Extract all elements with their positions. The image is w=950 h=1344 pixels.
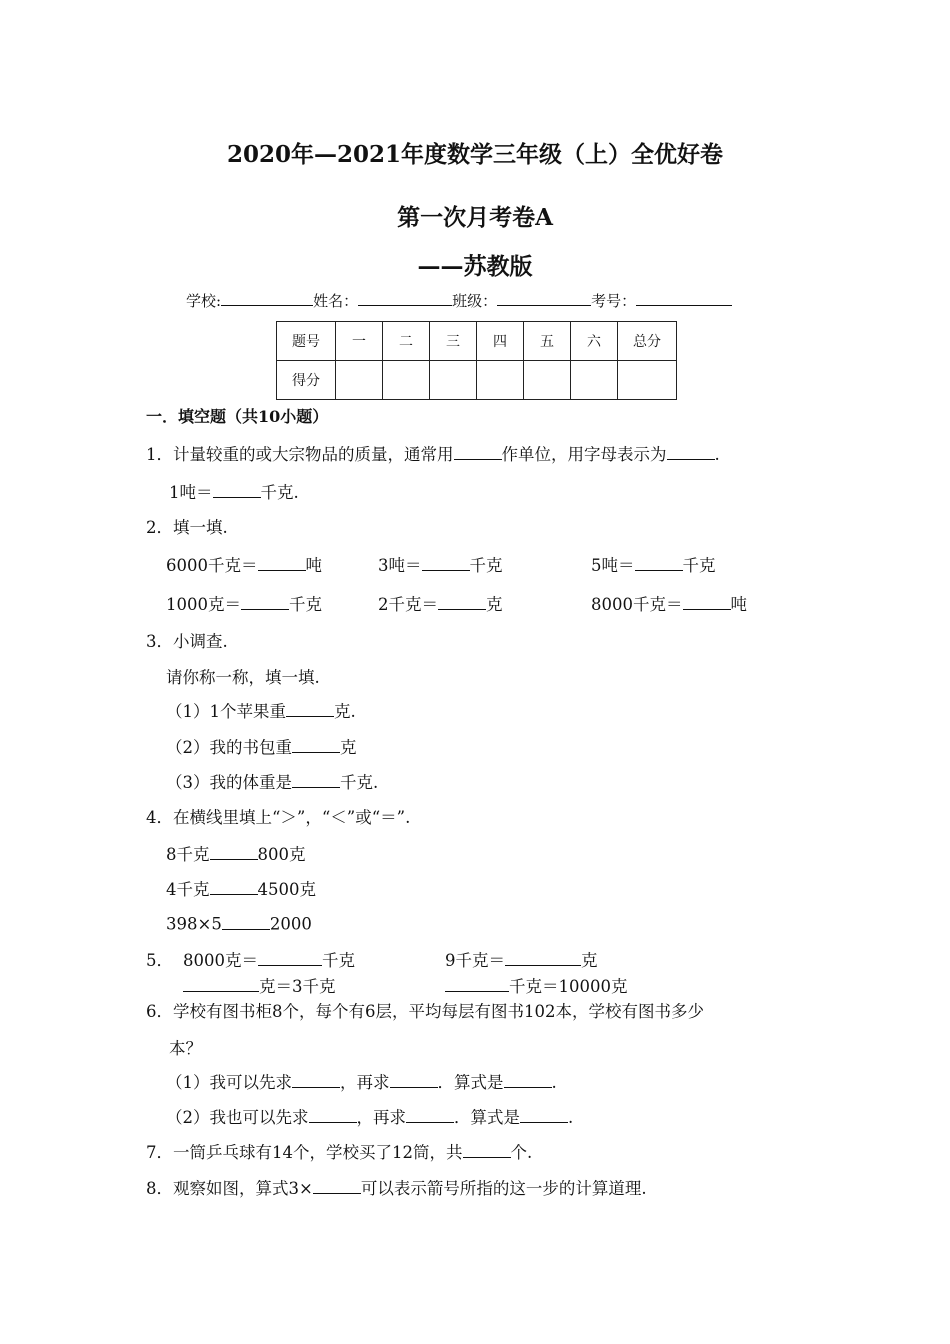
question-8: 8．观察如图，算式3× 可以表示箭号所指的这一步的计算道理. (146, 1175, 647, 1199)
score-cell[interactable] (477, 361, 524, 400)
answer-blank[interactable] (258, 949, 322, 967)
question-4-title: 4．在横线里填上“＞”，“＜”或“＝”. (146, 808, 411, 827)
score-cell[interactable] (336, 361, 383, 400)
answer-blank[interactable] (222, 912, 270, 930)
score-table-header-row (277, 322, 677, 361)
question-1-line-2: 1吨＝ 千克. (169, 479, 299, 503)
answer-blank[interactable] (505, 949, 581, 967)
score-cell[interactable] (571, 361, 618, 400)
answer-blank[interactable] (309, 1106, 357, 1124)
edition-label: ——苏教版 (417, 253, 533, 280)
answer-blank[interactable] (292, 736, 340, 754)
header-cell: 总分 (618, 322, 677, 361)
question-3-item: （1）1个苹果重 克. (166, 698, 356, 722)
page-title: 2020年—2021年度数学三年级（上）全优好卷 (226, 141, 724, 168)
question-2-item: 8000千克＝ 吨 (591, 591, 747, 615)
answer-blank[interactable] (390, 1071, 438, 1089)
answer-blank[interactable] (241, 593, 289, 611)
answer-blank[interactable] (258, 554, 306, 572)
answer-blank[interactable] (454, 443, 502, 461)
header-cell: 五 (524, 322, 571, 361)
question-2-item: 2千克＝ 克 (378, 591, 503, 615)
question-5-number: 5． (146, 951, 173, 970)
score-table (276, 321, 677, 400)
question-5-item: 克＝3千克 (183, 973, 336, 997)
question-5-item: 9千克＝ 克 (445, 947, 598, 971)
header-cell: 六 (571, 322, 618, 361)
question-1-line-1: 1．计量较重的或大宗物品的质量，通常用 作单位，用字母表示为 . (146, 441, 720, 465)
exam-no-blank (636, 290, 732, 306)
question-6-line-1: 6．学校有图书柜8个，每个有6层，平均每层有图书102本，学校有图书多少 (146, 1002, 704, 1021)
answer-blank[interactable] (406, 1106, 454, 1124)
answer-blank[interactable] (286, 700, 334, 718)
answer-blank[interactable] (292, 771, 340, 789)
answer-blank[interactable] (504, 1071, 552, 1089)
header-cell: 二 (383, 322, 430, 361)
score-table-score-row (277, 361, 677, 400)
score-cell[interactable] (383, 361, 430, 400)
header-cell: 题号 (277, 322, 336, 361)
answer-blank[interactable] (213, 481, 261, 499)
exam-no-label: 考号： (591, 292, 637, 310)
answer-blank[interactable] (292, 1071, 340, 1089)
class-label: 班级： (452, 292, 498, 310)
answer-blank[interactable] (210, 878, 258, 896)
header-cell: 一 (336, 322, 383, 361)
header-cell: 四 (477, 322, 524, 361)
question-7: 7．一筒乒乓球有14个，学校买了12筒，共 个. (146, 1139, 532, 1163)
question-5-item: 千克＝10000克 (445, 973, 628, 997)
class-blank (497, 290, 591, 306)
question-3-item: （3）我的体重是 千克. (166, 769, 378, 793)
answer-blank[interactable] (445, 975, 509, 993)
question-3-intro: 请你称一称，填一填. (166, 668, 320, 687)
score-label-cell: 得分 (277, 361, 336, 400)
question-3-title: 3．小调查. (146, 632, 228, 651)
question-6-item: （2）我也可以先求 ，再求 ．算式是 . (166, 1104, 573, 1128)
question-3-item: （2）我的书包重 克 (166, 734, 357, 758)
answer-blank[interactable] (313, 1177, 361, 1195)
exam-subtitle: 第一次月考卷A (397, 204, 553, 231)
question-2-item: 1000克＝ 千克 (166, 591, 322, 615)
answer-blank[interactable] (520, 1106, 568, 1124)
student-info-line (186, 290, 732, 311)
question-4-item: 4千克 4500克 (166, 876, 316, 900)
question-2-item: 3吨＝ 千克 (378, 552, 503, 576)
score-cell[interactable] (618, 361, 677, 400)
answer-blank[interactable] (463, 1141, 511, 1159)
question-6-line-2: 本？ (169, 1039, 202, 1058)
question-5-item: 8000克＝ 千克 (183, 947, 355, 971)
answer-blank[interactable] (438, 593, 486, 611)
score-cell[interactable] (430, 361, 477, 400)
question-4-item: 8千克 800克 (166, 841, 306, 865)
answer-blank[interactable] (683, 593, 731, 611)
answer-blank[interactable] (422, 554, 470, 572)
school-blank (221, 290, 313, 306)
question-2-item: 5吨＝ 千克 (591, 552, 716, 576)
question-2-title: 2．填一填. (146, 518, 228, 537)
name-blank (358, 290, 452, 306)
question-6-item: （1）我可以先求 ，再求 ．算式是 . (166, 1069, 557, 1093)
header-cell: 三 (430, 322, 477, 361)
answer-blank[interactable] (210, 843, 258, 861)
name-label: 姓名： (313, 292, 359, 310)
question-2-item: 6000千克＝ 吨 (166, 552, 322, 576)
score-cell[interactable] (524, 361, 571, 400)
question-4-item: 398×5 2000 (166, 912, 312, 934)
section-heading: 一．填空题（共10小题） (146, 407, 329, 426)
answer-blank[interactable] (183, 975, 259, 993)
answer-blank[interactable] (667, 443, 715, 461)
answer-blank[interactable] (635, 554, 683, 572)
school-label: 学校: (186, 292, 222, 310)
